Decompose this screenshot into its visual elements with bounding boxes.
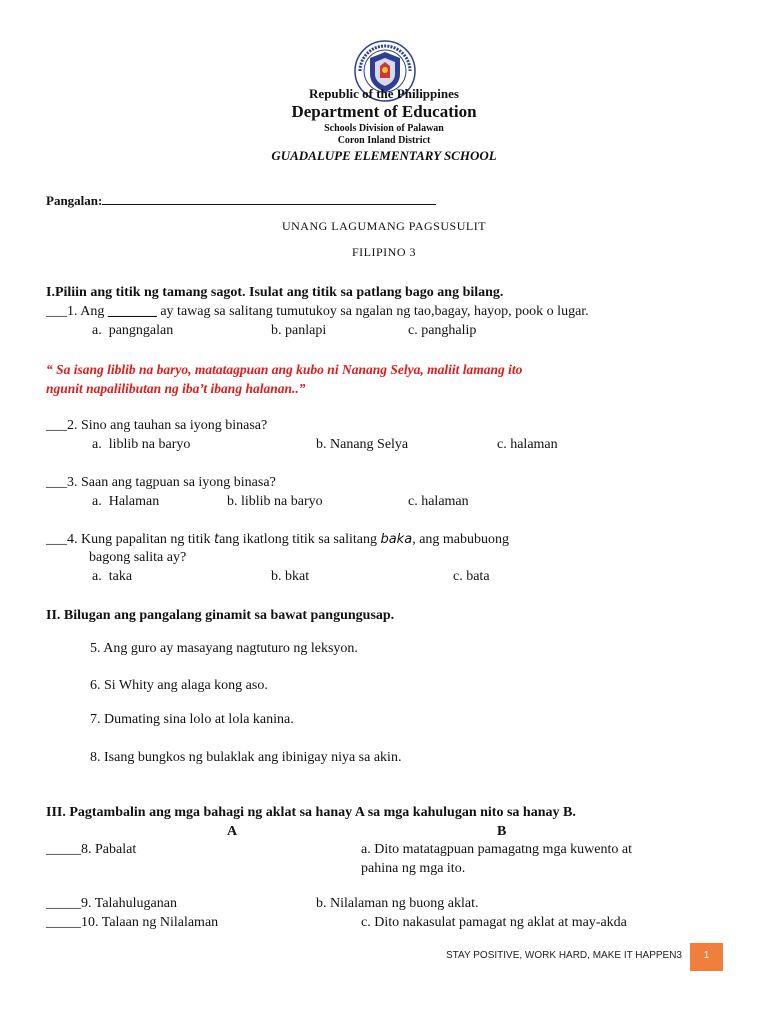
match-item-8: _____8. Pabalat (46, 842, 137, 857)
column-b-header: B (497, 824, 507, 839)
section3-instruction: III. Pagtambalin ang mga bahagi ng aklat sa hanay A sa mga kahulugan nito sa hanay B. (46, 805, 576, 820)
q1-option-a: a. pangngalan (92, 323, 174, 338)
question-3: ___3. Saan ang tagpuan sa iyong binasa? (46, 475, 276, 490)
match-item-9: _____9. Talahuluganan (46, 896, 177, 911)
subject-title: FILIPINO 3 (352, 245, 416, 259)
q4-option-b: b. bkat (271, 569, 310, 584)
match-item-10: _____10. Talaan ng Nilalaman (46, 915, 219, 930)
match-def-c: c. Dito nakasulat pamagat ng aklat at may-akda (361, 915, 627, 930)
q3-option-c: c. halaman (408, 494, 469, 509)
match-def-b: b. Nilalaman ng buong aklat. (316, 896, 479, 911)
q4-option-a: a. taka (92, 569, 133, 584)
test-title: UNANG LAGUMANG PAGSUSULIT (281, 219, 487, 233)
q3-option-a: a. Halaman (92, 494, 160, 509)
passage-line-1: “ Sa isang liblib na baryo, matatagpuan ang kubo ni Nanang Selya, maliit lamang ito (46, 362, 523, 377)
section2-instruction: II. Bilugan ang pangalang ginamit sa bawat pangungusap. (46, 608, 395, 623)
q1-option-b: b. panlapi (271, 323, 327, 338)
q2-option-a: a. liblib na baryo (92, 437, 191, 452)
page-number: 1 (703, 950, 710, 961)
name-blank-line[interactable] (102, 193, 436, 205)
q2-option-b: b. Nanang Selya (316, 437, 409, 452)
division-line: Schools Division of Palawan (324, 123, 444, 134)
q4-option-c: c. bata (453, 569, 490, 584)
q3-option-b: b. liblib na baryo (227, 494, 323, 509)
section1-instruction: I.Piliin ang titik ng tamang sagot. Isulat ang titik sa patlang bago ang bilang. (46, 285, 504, 300)
section2-item-6: 6. Si Whity ang alaga kong aso. (90, 678, 268, 693)
school-name: GUADALUPE ELEMENTARY SCHOOL (271, 148, 497, 163)
question-4-line2: bagong salita ay? (89, 550, 187, 565)
q1-option-c: c. panghalip (408, 323, 477, 338)
page-number-badge (690, 943, 723, 971)
question-4: ___4. Kung papalitan ng titik tang ikatlong titik sa salitang baka, ang mabubuong (46, 532, 510, 547)
footer-motto: STAY POSITIVE, WORK HARD, MAKE IT HAPPEN3 (446, 950, 682, 961)
department-title: Department of Education (291, 102, 477, 121)
name-label: Pangalan: (46, 193, 103, 208)
district-line: Coron Inland District (337, 135, 431, 146)
passage-line-2: ngunit napalilibutan ng iba’t ibang halanan..” (46, 381, 306, 396)
name-field (46, 193, 436, 209)
match-def-a-line2: pahina ng mga ito. (361, 861, 466, 876)
match-def-a-line1: a. Dito matatagpuan pamagatng mga kuwento at (361, 842, 632, 857)
column-a-header: A (227, 824, 238, 839)
section2-item-8: 8. Isang bungkos ng bulaklak ang ibinigay niya sa akin. (90, 750, 402, 765)
q2-option-c: c. halaman (497, 437, 558, 452)
section2-item-7: 7. Dumating sina lolo at lola kanina. (90, 712, 294, 727)
question-2: ___2. Sino ang tauhan sa iyong binasa? (46, 418, 268, 433)
republic-line: Republic of the Philippines (309, 86, 459, 101)
section2-item-5: 5. Ang guro ay masayang nagtuturo ng leksyon. (90, 641, 358, 656)
question-1: ___1. Ang _______ ay tawag sa salitang tumutukoy sa ngalan ng tao,bagay, hayop, pook o lugar. (46, 304, 589, 319)
